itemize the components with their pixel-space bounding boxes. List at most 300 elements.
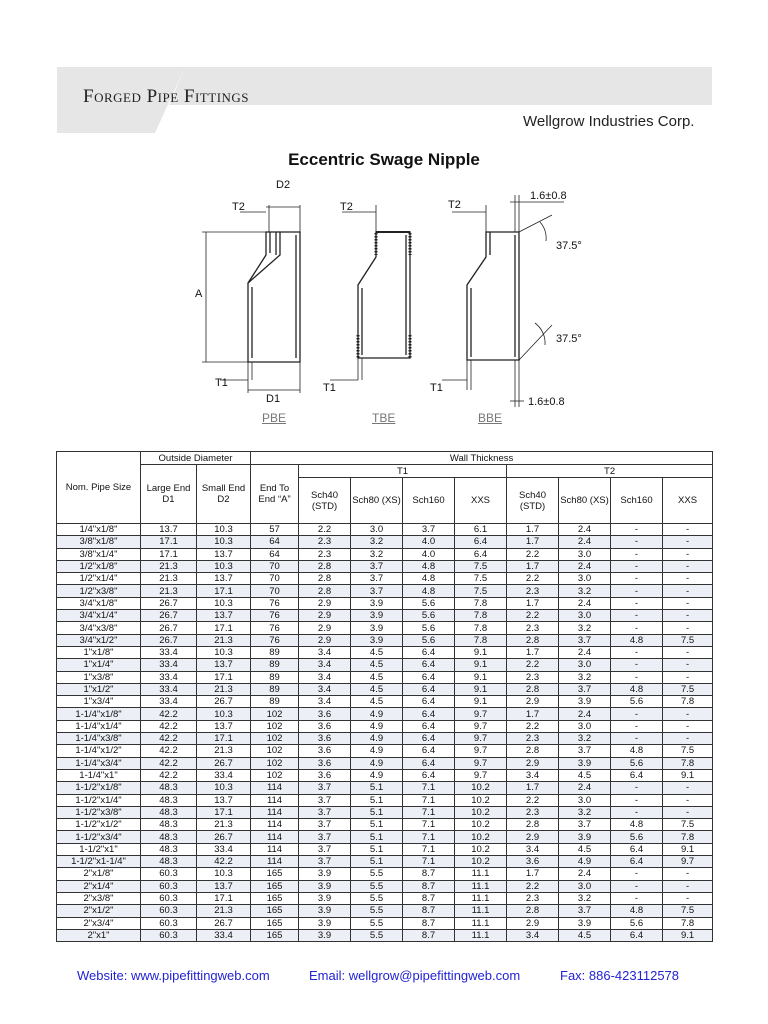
- table-cell: 3.9: [559, 831, 611, 843]
- table-cell: 60.3: [141, 905, 197, 917]
- table-cell: 102: [251, 733, 299, 745]
- table-cell: 114: [251, 856, 299, 868]
- table-cell: 2.3: [507, 892, 559, 904]
- table-cell: 9.7: [455, 708, 507, 720]
- table-cell: 7.8: [455, 622, 507, 634]
- table-cell: 10.2: [455, 782, 507, 794]
- table-cell: 4.8: [611, 683, 663, 695]
- footer-email[interactable]: Email: wellgrow@pipefittingweb.com: [309, 968, 521, 983]
- table-cell: -: [663, 548, 713, 560]
- table-cell: 3.9: [299, 917, 351, 929]
- table-cell: 7.5: [663, 683, 713, 695]
- table-cell: 76: [251, 597, 299, 609]
- header-end-to-end: End To End “A”: [251, 465, 299, 524]
- table-cell: 33.4: [141, 671, 197, 683]
- table-row: [57, 733, 713, 745]
- table-cell: 26.7: [141, 634, 197, 646]
- table-cell: 13.7: [141, 524, 197, 536]
- table-cell: 6.4: [403, 659, 455, 671]
- table-cell: 10.3: [197, 597, 251, 609]
- table-cell: 2.4: [559, 536, 611, 548]
- table-cell: 5.1: [351, 794, 403, 806]
- table-cell: 2.2: [507, 720, 559, 732]
- table-cell: 4.0: [403, 548, 455, 560]
- table-cell: 1-1/4"x3/4": [57, 757, 141, 769]
- table-cell: 4.5: [559, 843, 611, 855]
- label-d2: D2: [276, 179, 291, 191]
- table-cell: 42.2: [141, 708, 197, 720]
- table-cell: 3.9: [299, 892, 351, 904]
- table-cell: 1-1/2"x1/8": [57, 782, 141, 794]
- table-cell: 2.9: [507, 696, 559, 708]
- table-cell: 3.9: [351, 634, 403, 646]
- table-cell: 3.7: [351, 585, 403, 597]
- table-cell: 2.4: [559, 597, 611, 609]
- table-cell: 4.5: [351, 671, 403, 683]
- table-cell: 6.4: [403, 696, 455, 708]
- table-cell: -: [611, 524, 663, 536]
- pbe-drawing: [202, 205, 300, 393]
- table-cell: 6.4: [403, 769, 455, 781]
- footer-fax: Fax: 886-423112578: [560, 968, 680, 983]
- table-cell: 21.3: [197, 683, 251, 695]
- table-row: [57, 634, 713, 646]
- table-cell: 76: [251, 634, 299, 646]
- table-cell: 3.7: [299, 819, 351, 831]
- table-cell: -: [611, 880, 663, 892]
- table-cell: 2"x1/4": [57, 880, 141, 892]
- table-cell: 10.3: [197, 524, 251, 536]
- table-cell: 1.7: [507, 868, 559, 880]
- table-cell: 5.1: [351, 831, 403, 843]
- technical-drawing: [180, 175, 600, 435]
- table-cell: 2.4: [559, 646, 611, 658]
- table-cell: 3.9: [351, 610, 403, 622]
- table-cell: 26.7: [197, 757, 251, 769]
- page-title: Eccentric Swage Nipple: [288, 150, 480, 169]
- table-cell: 17.1: [197, 892, 251, 904]
- table-cell: 9.7: [455, 769, 507, 781]
- table-row: [57, 573, 713, 585]
- dimension-table: [56, 451, 713, 942]
- table-cell: 17.1: [141, 548, 197, 560]
- table-cell: 1-1/2"x3/8": [57, 806, 141, 818]
- table-cell: -: [663, 671, 713, 683]
- table-row: [57, 769, 713, 781]
- table-cell: 3.9: [559, 696, 611, 708]
- table-cell: 3.7: [351, 560, 403, 572]
- label-t1-tbe: T1: [323, 382, 336, 394]
- table-cell: 21.3: [197, 745, 251, 757]
- table-row: [57, 929, 713, 941]
- table-row: [57, 696, 713, 708]
- table-cell: 42.2: [141, 745, 197, 757]
- table-cell: 3.9: [299, 905, 351, 917]
- table-cell: 11.1: [455, 905, 507, 917]
- table-cell: 3.7: [559, 634, 611, 646]
- table-cell: 2"x1/8": [57, 868, 141, 880]
- table-cell: 2.2: [507, 659, 559, 671]
- table-cell: 1-1/2"x3/4": [57, 831, 141, 843]
- table-cell: 11.1: [455, 880, 507, 892]
- table-cell: 21.3: [197, 819, 251, 831]
- table-cell: 3/4"x1/2": [57, 634, 141, 646]
- table-cell: 11.1: [455, 929, 507, 941]
- table-cell: 2.3: [507, 733, 559, 745]
- table-cell: 7.1: [403, 831, 455, 843]
- table-cell: 7.5: [663, 905, 713, 917]
- table-cell: 2"x3/8": [57, 892, 141, 904]
- table-row: [57, 548, 713, 560]
- table-cell: 7.8: [663, 696, 713, 708]
- table-cell: -: [611, 892, 663, 904]
- table-cell: 3.0: [559, 573, 611, 585]
- table-cell: 1"x3/8": [57, 671, 141, 683]
- table-cell: 2.4: [559, 782, 611, 794]
- table-cell: 76: [251, 622, 299, 634]
- table-cell: 42.2: [141, 757, 197, 769]
- table-row: [57, 671, 713, 683]
- table-cell: 2"x1/2": [57, 905, 141, 917]
- table-cell: 3.0: [559, 610, 611, 622]
- table-cell: 7.5: [455, 560, 507, 572]
- table-cell: -: [663, 782, 713, 794]
- table-cell: 1.7: [507, 560, 559, 572]
- table-cell: 165: [251, 905, 299, 917]
- table-cell: 17.1: [197, 622, 251, 634]
- table-cell: 3.7: [299, 831, 351, 843]
- table-cell: 3.6: [299, 733, 351, 745]
- header-t1-sch80: Sch80 (XS): [351, 478, 403, 524]
- table-cell: 17.1: [197, 806, 251, 818]
- table-cell: 4.8: [403, 585, 455, 597]
- table-cell: 1"x3/4": [57, 696, 141, 708]
- table-cell: 3/8"x1/8": [57, 536, 141, 548]
- table-cell: 2.9: [507, 757, 559, 769]
- table-cell: 4.9: [351, 745, 403, 757]
- table-cell: 9.1: [455, 659, 507, 671]
- table-row: [57, 560, 713, 572]
- table-cell: 48.3: [141, 794, 197, 806]
- label-bevel-top: 1.6±0.8: [530, 190, 567, 202]
- table-cell: 76: [251, 610, 299, 622]
- table-cell: 1/2"x3/8": [57, 585, 141, 597]
- table-cell: -: [663, 646, 713, 658]
- table-cell: 2.8: [299, 560, 351, 572]
- label-angle-bottom: 37.5°: [556, 333, 582, 345]
- table-cell: 3.7: [351, 573, 403, 585]
- table-cell: 3.7: [559, 745, 611, 757]
- table-cell: 2.8: [507, 905, 559, 917]
- table-cell: -: [611, 782, 663, 794]
- table-cell: 2.4: [559, 524, 611, 536]
- table-cell: 89: [251, 671, 299, 683]
- table-cell: 2.8: [507, 683, 559, 695]
- table-cell: 5.5: [351, 880, 403, 892]
- table-cell: 3.9: [299, 880, 351, 892]
- table-cell: 102: [251, 769, 299, 781]
- company-name: Wellgrow Industries Corp.: [523, 113, 695, 130]
- table-cell: 5.6: [403, 610, 455, 622]
- table-cell: 3.4: [299, 671, 351, 683]
- table-cell: 10.3: [197, 868, 251, 880]
- table-cell: 3.2: [351, 548, 403, 560]
- table-cell: 3.2: [559, 733, 611, 745]
- table-cell: 102: [251, 708, 299, 720]
- table-cell: 10.2: [455, 831, 507, 843]
- table-cell: 3.9: [351, 597, 403, 609]
- table-cell: 42.2: [197, 856, 251, 868]
- table-row: [57, 659, 713, 671]
- table-cell: 13.7: [197, 880, 251, 892]
- table-cell: -: [611, 708, 663, 720]
- label-t1-pbe: T1: [215, 377, 228, 389]
- table-cell: 3/8"x1/4": [57, 548, 141, 560]
- table-cell: 3/4"x1/4": [57, 610, 141, 622]
- table-cell: 6.4: [403, 745, 455, 757]
- table-cell: 1.7: [507, 782, 559, 794]
- table-cell: 1-1/2"x1/2": [57, 819, 141, 831]
- header-t2-sch160: Sch160: [611, 478, 663, 524]
- table-cell: -: [611, 610, 663, 622]
- table-cell: 3.0: [559, 659, 611, 671]
- table-cell: 89: [251, 696, 299, 708]
- table-cell: 6.4: [403, 733, 455, 745]
- table-cell: 57: [251, 524, 299, 536]
- table-cell: 3.4: [507, 929, 559, 941]
- table-cell: 4.9: [351, 757, 403, 769]
- table-cell: 3.6: [299, 720, 351, 732]
- table-cell: -: [663, 733, 713, 745]
- table-cell: 7.8: [663, 917, 713, 929]
- table-cell: 3.7: [559, 905, 611, 917]
- table-cell: 7.8: [663, 757, 713, 769]
- table-cell: 89: [251, 646, 299, 658]
- table-cell: 2.3: [507, 671, 559, 683]
- table-cell: 114: [251, 794, 299, 806]
- table-cell: 3.0: [351, 524, 403, 536]
- header-t1-sch40: Sch40 (STD): [299, 478, 351, 524]
- table-cell: 5.5: [351, 868, 403, 880]
- table-cell: 1-1/2"x1": [57, 843, 141, 855]
- table-cell: 102: [251, 757, 299, 769]
- table-cell: 2.3: [507, 622, 559, 634]
- table-cell: 8.7: [403, 880, 455, 892]
- header-t2: T2: [507, 465, 713, 478]
- table-cell: 5.6: [611, 757, 663, 769]
- table-cell: 3.7: [299, 856, 351, 868]
- table-cell: 7.8: [455, 610, 507, 622]
- table-cell: 3.4: [299, 683, 351, 695]
- table-cell: 5.6: [611, 831, 663, 843]
- table-cell: 5.5: [351, 917, 403, 929]
- table-cell: 42.2: [141, 733, 197, 745]
- table-cell: -: [663, 868, 713, 880]
- table-cell: 11.1: [455, 892, 507, 904]
- table-cell: 3.2: [559, 806, 611, 818]
- table-cell: 6.4: [403, 646, 455, 658]
- table-cell: 165: [251, 917, 299, 929]
- table-cell: 5.5: [351, 929, 403, 941]
- table-row: [57, 610, 713, 622]
- table-cell: 17.1: [197, 585, 251, 597]
- table-cell: 5.1: [351, 806, 403, 818]
- table-cell: 4.0: [403, 536, 455, 548]
- table-cell: 5.6: [611, 696, 663, 708]
- table-cell: 17.1: [197, 733, 251, 745]
- table-cell: -: [663, 794, 713, 806]
- table-cell: 6.4: [455, 536, 507, 548]
- table-body: [57, 524, 713, 942]
- table-cell: 33.4: [197, 843, 251, 855]
- label-d1: D1: [266, 393, 281, 405]
- table-cell: 13.7: [197, 794, 251, 806]
- table-cell: 17.1: [197, 671, 251, 683]
- table-cell: 7.5: [455, 573, 507, 585]
- table-cell: 4.5: [559, 769, 611, 781]
- table-cell: 9.7: [455, 757, 507, 769]
- tbe-drawing: [330, 205, 410, 380]
- table-cell: 3.9: [299, 929, 351, 941]
- table-cell: 4.9: [351, 733, 403, 745]
- table-cell: 3.2: [351, 536, 403, 548]
- table-cell: 6.4: [611, 929, 663, 941]
- table-cell: 3.6: [299, 745, 351, 757]
- table-cell: 6.4: [611, 769, 663, 781]
- table-cell: 4.5: [351, 646, 403, 658]
- table-cell: 8.7: [403, 929, 455, 941]
- brand-title: Forged Pipe Fittings: [83, 86, 250, 107]
- table-cell: -: [663, 585, 713, 597]
- table-cell: 165: [251, 880, 299, 892]
- view-label-tbe: TBE: [372, 411, 396, 425]
- table-row: [57, 622, 713, 634]
- table-cell: -: [611, 659, 663, 671]
- header-t2-xxs: XXS: [663, 478, 713, 524]
- table-cell: 48.3: [141, 806, 197, 818]
- header-large-end: Large End D1: [141, 465, 197, 524]
- table-cell: 7.1: [403, 794, 455, 806]
- table-cell: 3.9: [299, 868, 351, 880]
- table-cell: 102: [251, 720, 299, 732]
- label-t2-tbe: T2: [340, 201, 353, 213]
- table-cell: 26.7: [197, 917, 251, 929]
- table-cell: 9.1: [455, 683, 507, 695]
- table-cell: -: [663, 622, 713, 634]
- table-row: [57, 806, 713, 818]
- table-cell: 6.4: [403, 683, 455, 695]
- table-cell: 3/4"x1/8": [57, 597, 141, 609]
- table-cell: 4.5: [559, 929, 611, 941]
- table-cell: 10.2: [455, 843, 507, 855]
- table-cell: 4.8: [611, 905, 663, 917]
- table-cell: 8.7: [403, 868, 455, 880]
- table-cell: 2.3: [299, 536, 351, 548]
- table-cell: 70: [251, 573, 299, 585]
- header-t1: T1: [299, 465, 507, 478]
- table-cell: 2.2: [507, 610, 559, 622]
- footer-website[interactable]: Website: www.pipefittingweb.com: [77, 968, 270, 983]
- view-label-bbe: BBE: [478, 411, 503, 425]
- table-cell: 11.1: [455, 917, 507, 929]
- header-nom-pipe-size: Nom. Pipe Size: [57, 452, 141, 524]
- table-cell: -: [611, 597, 663, 609]
- table-cell: 5.6: [403, 597, 455, 609]
- table-cell: 2.9: [299, 634, 351, 646]
- table-cell: 33.4: [141, 659, 197, 671]
- table-cell: 7.5: [663, 819, 713, 831]
- table-cell: 4.8: [611, 634, 663, 646]
- table-cell: 2.2: [507, 548, 559, 560]
- table-cell: 33.4: [141, 683, 197, 695]
- table-cell: 3.2: [559, 585, 611, 597]
- table-cell: 60.3: [141, 880, 197, 892]
- table-cell: 48.3: [141, 831, 197, 843]
- table-cell: 3.7: [299, 782, 351, 794]
- table-cell: 64: [251, 536, 299, 548]
- table-cell: 1/4"x1/8": [57, 524, 141, 536]
- table-cell: 8.7: [403, 905, 455, 917]
- table-row: [57, 536, 713, 548]
- table-cell: 10.2: [455, 856, 507, 868]
- table-row: [57, 524, 713, 536]
- table-cell: 10.2: [455, 819, 507, 831]
- table-cell: 2.8: [299, 573, 351, 585]
- table-cell: 3.0: [559, 880, 611, 892]
- table-cell: 70: [251, 560, 299, 572]
- table-cell: 9.7: [455, 745, 507, 757]
- table-row: [57, 831, 713, 843]
- label-a: A: [195, 288, 203, 300]
- table-cell: 13.7: [197, 720, 251, 732]
- table-row: [57, 843, 713, 855]
- table-cell: 3.9: [559, 757, 611, 769]
- table-row: [57, 819, 713, 831]
- table-cell: 6.4: [403, 757, 455, 769]
- table-cell: -: [611, 585, 663, 597]
- table-row: [57, 708, 713, 720]
- table-cell: -: [663, 560, 713, 572]
- table-cell: 8.7: [403, 917, 455, 929]
- table-cell: 3.2: [559, 622, 611, 634]
- table-cell: 3.4: [507, 843, 559, 855]
- table-cell: 3.0: [559, 720, 611, 732]
- table-cell: 114: [251, 831, 299, 843]
- table-cell: 3.7: [299, 806, 351, 818]
- table-cell: -: [663, 880, 713, 892]
- table-cell: 2.2: [507, 880, 559, 892]
- table-cell: 7.5: [663, 745, 713, 757]
- table-cell: 6.4: [611, 843, 663, 855]
- table-cell: 1.7: [507, 597, 559, 609]
- table-cell: 60.3: [141, 892, 197, 904]
- table-cell: 114: [251, 819, 299, 831]
- table-cell: 6.4: [403, 671, 455, 683]
- table-cell: 4.8: [403, 573, 455, 585]
- table-cell: 13.7: [197, 659, 251, 671]
- table-cell: -: [663, 536, 713, 548]
- table-cell: 1-1/4"x1": [57, 769, 141, 781]
- table-cell: 1-1/4"x1/8": [57, 708, 141, 720]
- table-cell: 114: [251, 806, 299, 818]
- table-cell: 3.6: [507, 856, 559, 868]
- table-cell: 64: [251, 548, 299, 560]
- table-cell: 114: [251, 843, 299, 855]
- table-cell: 42.2: [141, 720, 197, 732]
- table-cell: -: [611, 806, 663, 818]
- table-cell: -: [663, 708, 713, 720]
- header-t2-sch40: Sch40 (STD): [507, 478, 559, 524]
